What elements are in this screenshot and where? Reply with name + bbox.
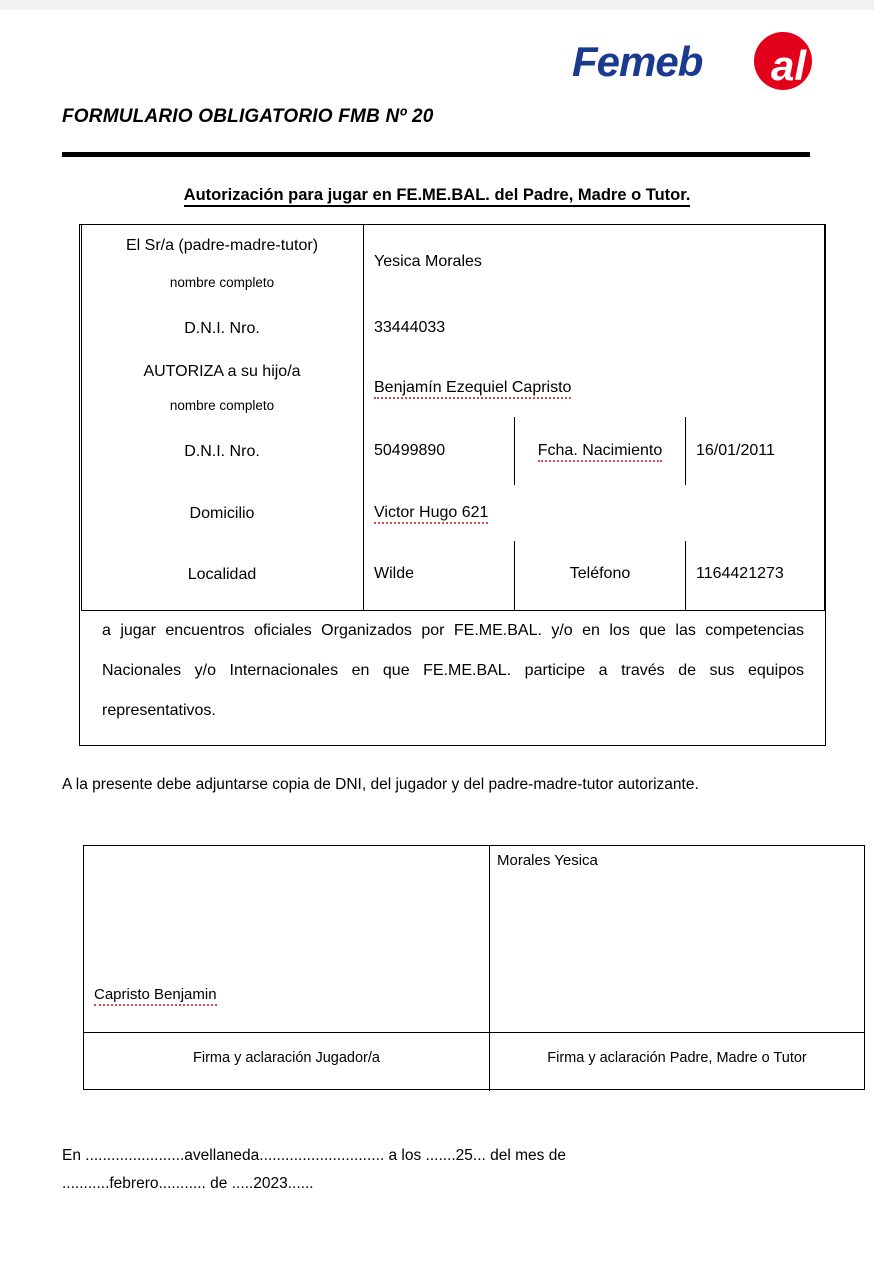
authorization-table bbox=[79, 224, 826, 746]
phone-value-rule bbox=[685, 541, 686, 611]
top-strip bbox=[0, 0, 874, 10]
phone-value: 1164421273 bbox=[696, 565, 784, 582]
player-signature-name-text: Capristo Benjamin bbox=[94, 986, 217, 1006]
city-label: Localidad bbox=[187, 566, 257, 583]
player-signature-caption: Firma y aclaración Jugador/a bbox=[193, 1050, 380, 1066]
phone-label: Teléfono bbox=[569, 565, 631, 582]
place-date-line-2: ...........febrero........... de .....2023...... bbox=[62, 1175, 314, 1192]
table-right-inner-rule bbox=[824, 225, 825, 611]
birth-date-value: 16/01/2011 bbox=[696, 442, 775, 459]
logo-wordmark-tail: al bbox=[770, 42, 806, 89]
guardian-sublabel: nombre completo bbox=[169, 275, 275, 290]
logo-wordmark: Femeb bbox=[572, 38, 703, 85]
address-value bbox=[374, 504, 488, 522]
address-label: Domicilio bbox=[189, 505, 255, 522]
place-date-line-1: En .......................avellaneda............................. a los .......25... del mes de bbox=[62, 1147, 566, 1164]
guardian-signature-name: Morales Yesica bbox=[497, 852, 598, 869]
title-divider bbox=[62, 152, 810, 157]
child-name-text: Benjamín Ezequiel Capristo bbox=[374, 379, 571, 399]
guardian-dni-label: D.N.I. Nro. bbox=[184, 320, 260, 337]
birth-date-label bbox=[515, 442, 685, 460]
page-subtitle bbox=[0, 186, 874, 205]
address-text: Victor Hugo 621 bbox=[374, 504, 488, 524]
city-value: Wilde bbox=[374, 565, 415, 582]
child-name-value bbox=[374, 379, 571, 397]
child-sublabel: nombre completo bbox=[169, 398, 275, 413]
birth-date-label-text: Fcha. Nacimiento bbox=[538, 442, 663, 462]
child-label: AUTORIZA a su hijo/a bbox=[143, 363, 301, 380]
guardian-dni-value: 33444033 bbox=[374, 319, 446, 336]
page-subtitle-text: Autorización para jugar en FE.ME.BAL. del Padre, Madre o Tutor. bbox=[184, 186, 691, 207]
table-column-rule bbox=[363, 225, 364, 611]
form-number-title: FORMULARIO OBLIGATORIO FMB Nº 20 bbox=[62, 106, 434, 127]
place-date-footer bbox=[62, 1142, 802, 1198]
signature-line-guardian bbox=[489, 1032, 865, 1033]
authorization-paragraph: a jugar encuentros oficiales Organizados por FE.ME.BAL. y/o en los que las competencias Nacionales y/o Internacionales en que FE.ME.BAL. participe a través de sus equipos representativos. bbox=[102, 622, 804, 719]
child-dni-value: 50499890 bbox=[374, 442, 446, 459]
femebal-logo bbox=[572, 32, 812, 90]
signature-line-player bbox=[84, 1032, 489, 1033]
guardian-signature-caption: Firma y aclaración Padre, Madre o Tutor bbox=[547, 1050, 807, 1066]
guardian-label: El Sr/a (padre-madre-tutor) bbox=[125, 237, 319, 254]
player-signature-name bbox=[94, 986, 217, 1003]
guardian-name-value: Yesica Morales bbox=[374, 253, 482, 270]
attachment-note: A la presente debe adjuntarse copia de DNI, del jugador y del padre-madre-tutor autorizante. bbox=[62, 776, 699, 793]
birth-value-rule bbox=[685, 417, 686, 485]
child-dni-label: D.N.I. Nro. bbox=[184, 443, 260, 460]
signature-block bbox=[83, 845, 865, 1090]
